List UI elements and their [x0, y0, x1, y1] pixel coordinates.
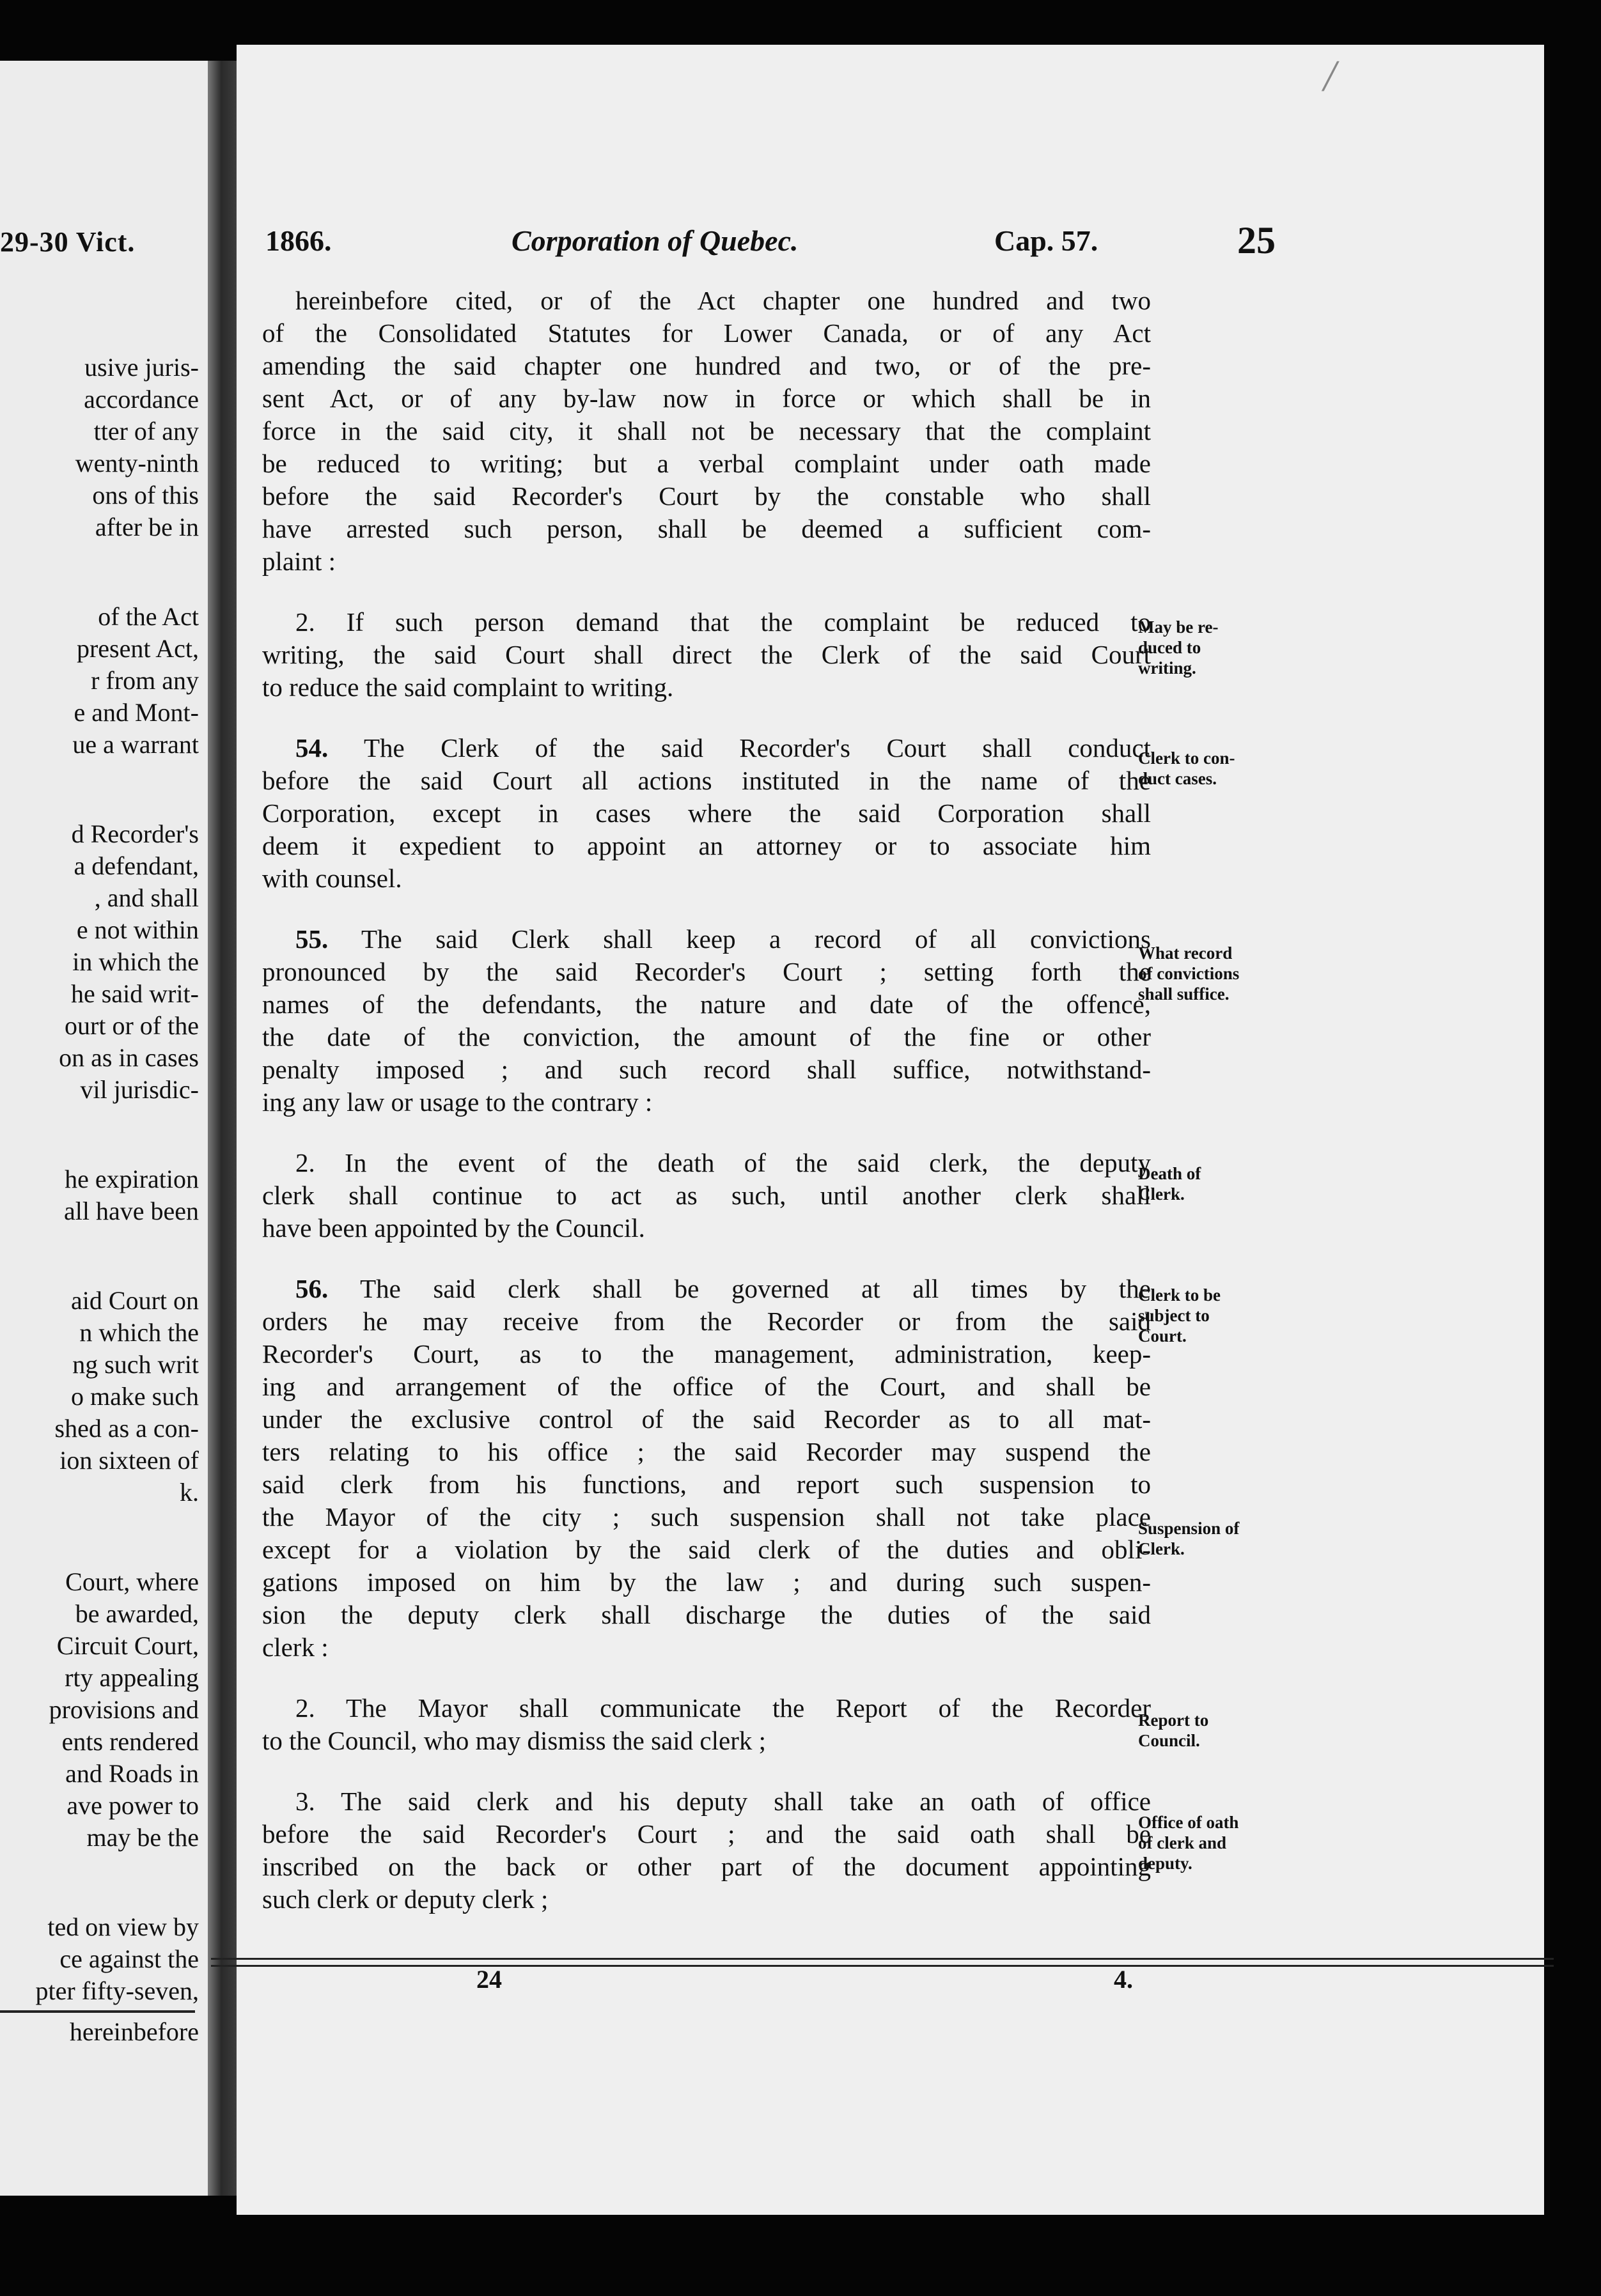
marginal-note-line: duct cases.	[1138, 769, 1217, 788]
text-line: of the Consolidated Statutes for Lower Canada, or of any Act	[262, 318, 1151, 348]
catchword: 4.	[1114, 1965, 1133, 1994]
facing-page-line: wenty-ninth	[75, 449, 199, 477]
text-line: the date of the conviction, the amount of the fine or other	[262, 1022, 1151, 1051]
text-line: plaint :	[262, 547, 336, 576]
marginal-note-line: Clerk.	[1138, 1184, 1185, 1204]
marginal-note-line: duced to	[1138, 638, 1201, 657]
facing-page-line: aid Court on	[71, 1286, 199, 1315]
text-line: inscribed on the back or other part of the document appointing	[262, 1852, 1151, 1881]
paragraph	[262, 284, 1151, 578]
facing-page-line: tter of any	[93, 417, 199, 446]
facing-page-line: r from any	[91, 666, 199, 695]
facing-page-line: may be the	[86, 1823, 199, 1852]
facing-page-line: ons of this	[92, 481, 199, 509]
facing-page-line: ue a warrant	[72, 730, 199, 759]
text-line: sion the deputy clerk shall discharge the duties of the said	[262, 1600, 1151, 1629]
text-line: to reduce the said complaint to writing.	[262, 672, 674, 702]
facing-page-line: usive juris-	[84, 353, 199, 382]
facing-page-line: shed as a con-	[54, 1414, 199, 1443]
marginal-note-line: Clerk to con-	[1138, 749, 1235, 768]
paragraph	[262, 923, 1151, 1119]
text-line: pronounced by the said Recorder's Court ; setting forth the	[262, 957, 1151, 986]
facing-page-line: all have been	[64, 1197, 199, 1225]
marginal-note-line: Death of	[1138, 1164, 1201, 1183]
section-text: The Clerk of the said Recorder's Court shall conduct	[363, 733, 1151, 763]
text-line: amending the said chapter one hundred and two, or of the pre-	[262, 351, 1151, 380]
text-line: clerk shall continue to act as such, until another clerk shall	[262, 1181, 1151, 1210]
text-line	[262, 732, 1151, 764]
facing-page-line: ave power to	[66, 1791, 199, 1820]
facing-page-line: Court, where	[65, 1567, 199, 1596]
running-head-title: Corporation of Quebec.	[512, 224, 799, 257]
text-line: names of the defendants, the nature and date of the offence,	[262, 989, 1151, 1019]
facing-page-line: o make such	[71, 1382, 199, 1411]
facing-page-line: n which the	[79, 1318, 199, 1347]
page-number: 25	[1237, 219, 1276, 261]
printer-signature: 24	[476, 1965, 502, 1994]
text-line	[262, 923, 1151, 956]
text-line: Corporation, except in cases where the said Corporation shall	[262, 798, 1151, 828]
facing-page-line: on as in cases	[59, 1043, 199, 1072]
text-line: be reduced to writing; but a verbal complaint under oath made	[262, 449, 1151, 478]
text-line: said clerk from his functions, and report such suspension to	[262, 1470, 1151, 1499]
running-head-year: 1866.	[265, 224, 332, 257]
marginal-note-line: Clerk to be	[1138, 1285, 1221, 1305]
section-number: 55.	[295, 924, 329, 954]
text-line: such clerk or deputy clerk ;	[262, 1884, 549, 1914]
running-head-chapter: Cap. 57.	[994, 224, 1098, 257]
facing-page-line: of the Act	[98, 602, 199, 631]
text-line: with counsel.	[262, 864, 402, 893]
facing-page-catchword: hereinbefore	[69, 2017, 199, 2046]
facing-page-line: accordance	[84, 385, 199, 414]
marginal-note-line: deputy.	[1138, 1854, 1192, 1873]
marginal-note-line: Suspension of	[1138, 1519, 1240, 1538]
facing-page-line: be awarded,	[75, 1599, 199, 1628]
text-line: before the said Court all actions instituted in the name of the	[262, 766, 1151, 795]
paragraph	[262, 1147, 1151, 1245]
text-line: hereinbefore cited, or of the Act chapter one hundred and two	[295, 286, 1151, 315]
facing-page-line: provisions and	[49, 1695, 199, 1724]
facing-page-line: rty appealing	[65, 1663, 199, 1692]
marginal-note	[1138, 1285, 1221, 1346]
marginal-note-line: of clerk and	[1138, 1833, 1226, 1852]
text-line: ters relating to his office ; the said Recorder may suspend the	[262, 1437, 1151, 1466]
facing-page-line: ion sixteen of	[59, 1446, 199, 1475]
text-line: before the said Recorder's Court ; and the said oath shall be	[262, 1819, 1151, 1849]
facing-page-line: Circuit Court,	[56, 1631, 199, 1660]
facing-page-line: ted on view by	[47, 1912, 199, 1941]
text-line: 2. If such person demand that the complaint be reduced to	[295, 607, 1151, 637]
section-number: 54.	[295, 733, 329, 763]
paragraph	[262, 1785, 1151, 1916]
facing-page-line: ourt or of the	[65, 1011, 199, 1040]
marginal-note-line: Office of oath	[1138, 1813, 1239, 1832]
text-line: 2. In the event of the death of the said clerk, the deputy	[295, 1148, 1151, 1177]
facing-page-line: present Act,	[76, 634, 199, 663]
text-line: the Mayor of the city ; such suspension shall not take place	[262, 1502, 1151, 1532]
facing-page-rule	[0, 2010, 195, 2013]
facing-page-line: , and shall	[94, 883, 199, 912]
footer-rule	[211, 1958, 1554, 1967]
marginal-note	[1138, 943, 1239, 1004]
text-line: before the said Recorder's Court by the constable who shall	[262, 481, 1151, 511]
marginal-note-line: writing.	[1138, 658, 1196, 678]
text-line: except for a violation by the said clerk of the duties and obli-	[262, 1535, 1151, 1564]
running-head	[237, 219, 1544, 268]
marginal-note-line: shall suffice.	[1138, 984, 1230, 1004]
marginal-note-line: Report to	[1138, 1710, 1209, 1730]
facing-page-line: a defendant,	[74, 851, 199, 880]
facing-page-line: e and Mont-	[74, 698, 199, 727]
marginal-note-line: What record	[1138, 943, 1233, 963]
paragraph	[262, 606, 1151, 704]
paragraph	[262, 1692, 1151, 1757]
facing-page-line: d Recorder's	[71, 819, 199, 848]
page	[237, 45, 1544, 2215]
marginal-note-line: May be re-	[1138, 617, 1219, 637]
marginal-note	[1138, 617, 1218, 678]
text-line: have been appointed by the Council.	[262, 1213, 645, 1243]
facing-page-line: ents rendered	[61, 1727, 199, 1756]
facing-page-line: e not within	[76, 915, 199, 944]
facing-page-line: he expiration	[65, 1165, 199, 1193]
text-line: 3. The said clerk and his deputy shall take an oath of office	[295, 1787, 1151, 1816]
text-line: gations imposed on him by the law ; and during such suspen-	[262, 1567, 1151, 1597]
text-line: to the Council, who may dismiss the said clerk ;	[262, 1726, 767, 1755]
text-line: clerk :	[262, 1633, 329, 1662]
marginal-note-line: subject to	[1138, 1306, 1210, 1325]
facing-page	[0, 61, 214, 2196]
marginal-note	[1138, 1710, 1208, 1751]
text-line: ing and arrangement of the office of the Court, and shall be	[262, 1372, 1151, 1401]
text-line: force in the said city, it shall not be necessary that the complaint	[262, 416, 1151, 446]
facing-page-running-head: 29-30 Vict.	[0, 226, 136, 258]
text-line: Recorder's Court, as to the management, administration, keep-	[262, 1339, 1151, 1369]
text-line: sent Act, or of any by-law now in force or which shall be in	[262, 384, 1151, 413]
facing-page-line: and Roads in	[65, 1759, 199, 1788]
marginal-note-line: Clerk.	[1138, 1539, 1185, 1558]
marginal-note-line: Court.	[1138, 1326, 1187, 1346]
text-line: 2. The Mayor shall communicate the Report of the Recorder	[295, 1693, 1151, 1723]
text-line: penalty imposed ; and such record shall suffice, notwithstand-	[262, 1055, 1151, 1084]
text-line: have arrested such person, shall be deemed a sufficient com-	[262, 514, 1151, 543]
facing-page-line: after be in	[95, 513, 199, 541]
marginal-note	[1138, 1812, 1238, 1873]
marginal-note-line: Council.	[1138, 1731, 1200, 1750]
text-line: orders he may receive from the Recorder or from the said	[262, 1307, 1151, 1336]
marginal-note	[1138, 748, 1235, 789]
facing-page-line: vil jurisdic-	[80, 1075, 199, 1104]
marginal-note	[1138, 1163, 1201, 1204]
marginal-note-line: of convictions	[1138, 964, 1240, 983]
facing-page-line: ce against the	[59, 1944, 199, 1973]
section-text: The said Clerk shall keep a record of all convictions	[361, 924, 1151, 954]
paragraph	[262, 732, 1151, 895]
marginal-note	[1138, 1518, 1239, 1559]
text-line: writing, the said Court shall direct the Clerk of the said Court	[262, 640, 1151, 669]
body-text	[262, 284, 1151, 1944]
pencil-mark: /	[1324, 52, 1336, 101]
paragraph	[262, 1273, 1151, 1664]
section-number: 56.	[295, 1274, 329, 1303]
facing-page-line: pter fifty-seven,	[35, 1976, 199, 2005]
facing-page-line: ng such writ	[72, 1350, 199, 1379]
text-line: ing any law or usage to the contrary :	[262, 1087, 653, 1117]
text-line	[262, 1273, 1151, 1305]
section-text: The said clerk shall be governed at all times by the	[360, 1274, 1151, 1303]
facing-page-line: k.	[180, 1478, 199, 1507]
text-line: under the exclusive control of the said Recorder as to all mat-	[262, 1404, 1151, 1434]
facing-page-line: he said writ-	[71, 979, 199, 1008]
text-line: deem it expedient to appoint an attorney or to associate him	[262, 831, 1151, 860]
facing-page-line: in which the	[72, 947, 199, 976]
